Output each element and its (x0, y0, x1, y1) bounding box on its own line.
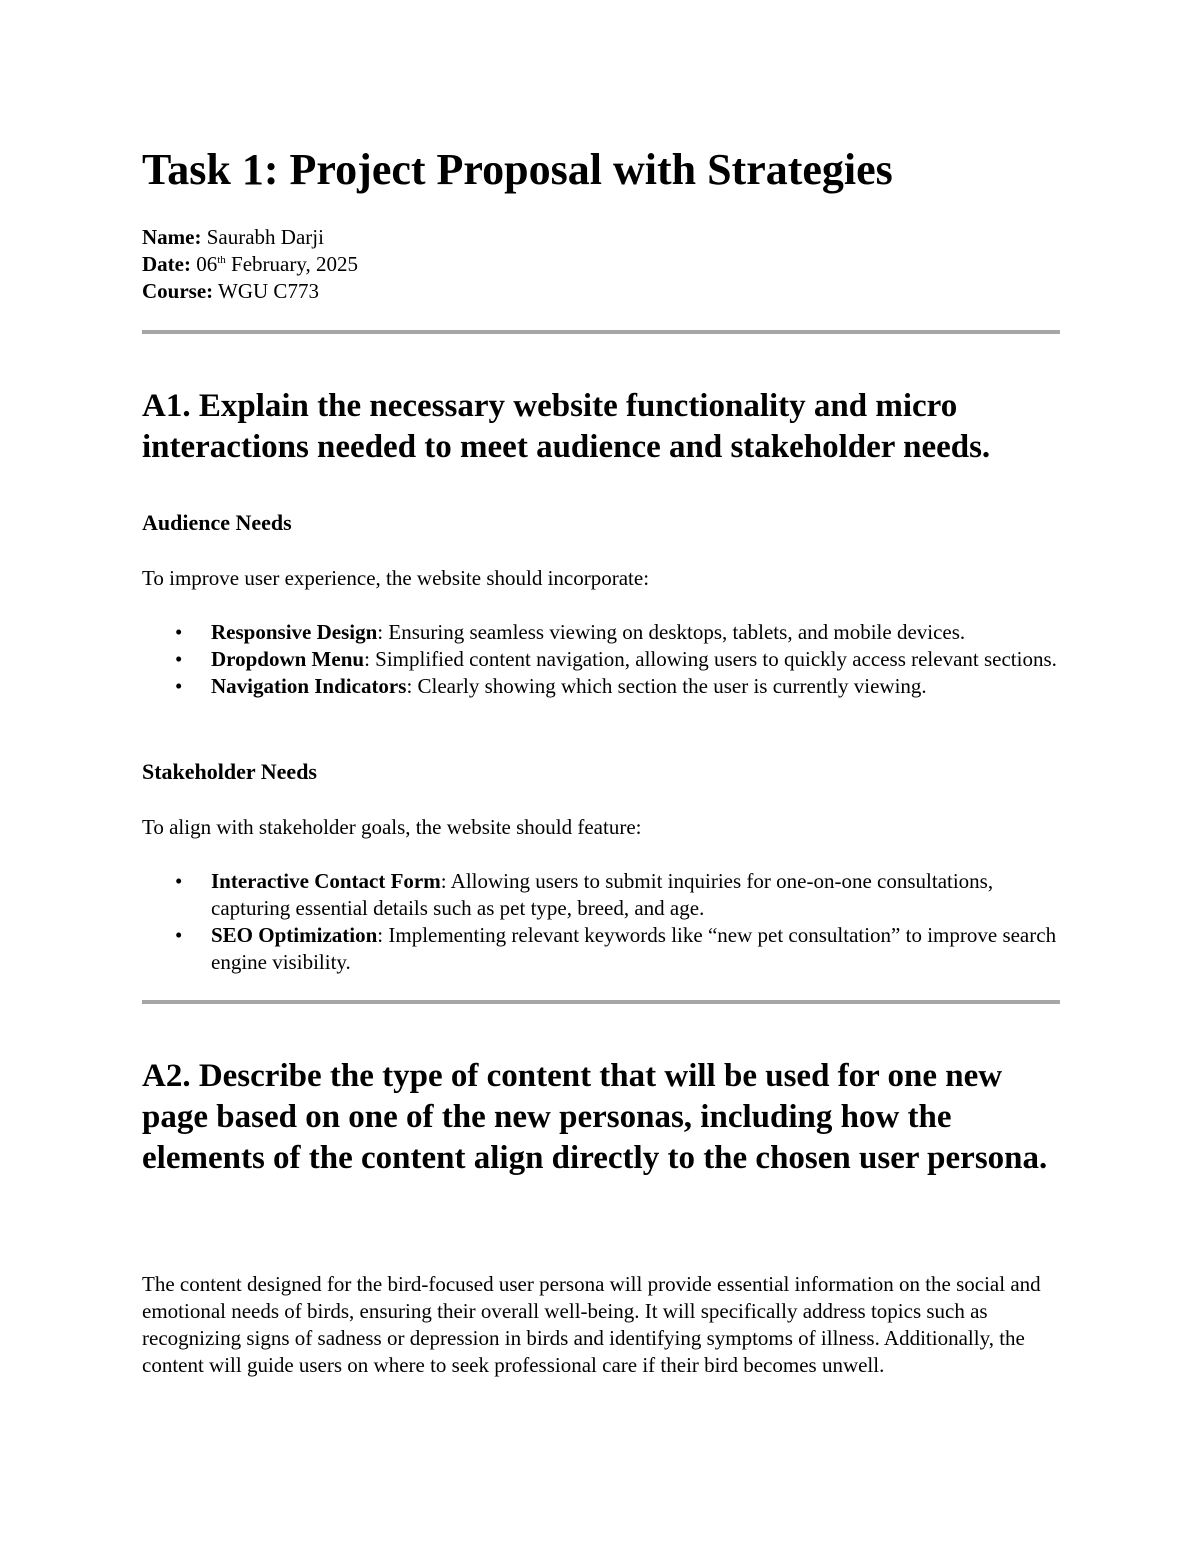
list-item (142, 619, 1060, 646)
list-item-text: : Allowing users to submit inquiries for one-on-one consultations, capturing essential details such as pet type, breed, and age. (211, 869, 994, 920)
audience-needs-heading: Audience Needs (142, 510, 292, 535)
meta-date-label: Date: (142, 252, 191, 276)
list-item (142, 673, 1060, 700)
meta-course-line (142, 278, 358, 305)
section-a2-body: The content designed for the bird-focused user persona will provide essential information on the social and emotional needs of birds, ensuring their overall well-being. It will specifically address topics such as recognizing signs of sadness or depression in birds and identifying symptoms of illness. Additionally, the content will guide users on where to seek professional care if their bird becomes unwell. (142, 1272, 1041, 1377)
list-item (142, 868, 1060, 922)
stakeholder-needs-intro: To align with stakeholder goals, the website should feature: (142, 815, 642, 839)
section-a1-heading: A1. Explain the necessary website functionality and micro interactions needed to meet audience and stakeholder needs. (142, 388, 991, 465)
list-item-term: SEO Optimization (211, 923, 378, 947)
list-item (142, 646, 1060, 673)
meta-date-line (142, 251, 358, 278)
section-a2-heading: A2. Describe the type of content that will be used for one new page based on one of the new personas, including how the elements of the content align directly to the chosen user persona. (142, 1058, 1048, 1176)
horizontal-rule (142, 1000, 1060, 1004)
meta-course-label: Course: (142, 279, 214, 303)
meta-name-line (142, 224, 358, 251)
stakeholder-needs-heading: Stakeholder Needs (142, 759, 317, 784)
meta-name-value: Saurabh Darji (206, 225, 324, 249)
meta-date-rest: February, 2025 (231, 252, 358, 276)
stakeholder-needs-list (142, 868, 1060, 976)
list-item-term: Responsive Design (211, 620, 378, 644)
list-item-text: : Implementing relevant keywords like “new pet consultation” to improve search engine visibility. (211, 923, 1057, 974)
list-item-text: : Ensuring seamless viewing on desktops, tablets, and mobile devices. (377, 620, 966, 644)
list-item (142, 922, 1060, 976)
document-meta (142, 224, 358, 305)
audience-needs-list (142, 619, 1060, 700)
meta-name-label: Name: (142, 225, 202, 249)
meta-course-value: WGU C773 (218, 279, 319, 303)
list-item-text: : Clearly showing which section the user is currently viewing. (406, 674, 927, 698)
audience-needs-intro: To improve user experience, the website should incorporate: (142, 566, 650, 590)
document-title: Task 1: Project Proposal with Strategies (142, 145, 893, 194)
list-item-term: Navigation Indicators (211, 674, 407, 698)
list-item-term: Dropdown Menu (211, 647, 365, 671)
list-item-term: Interactive Contact Form (211, 869, 441, 893)
horizontal-rule (142, 330, 1060, 334)
meta-date-day: 06 (196, 252, 218, 276)
meta-date-suffix: th (217, 254, 226, 266)
list-item-text: : Simplified content navigation, allowing users to quickly access relevant sections. (364, 647, 1057, 671)
